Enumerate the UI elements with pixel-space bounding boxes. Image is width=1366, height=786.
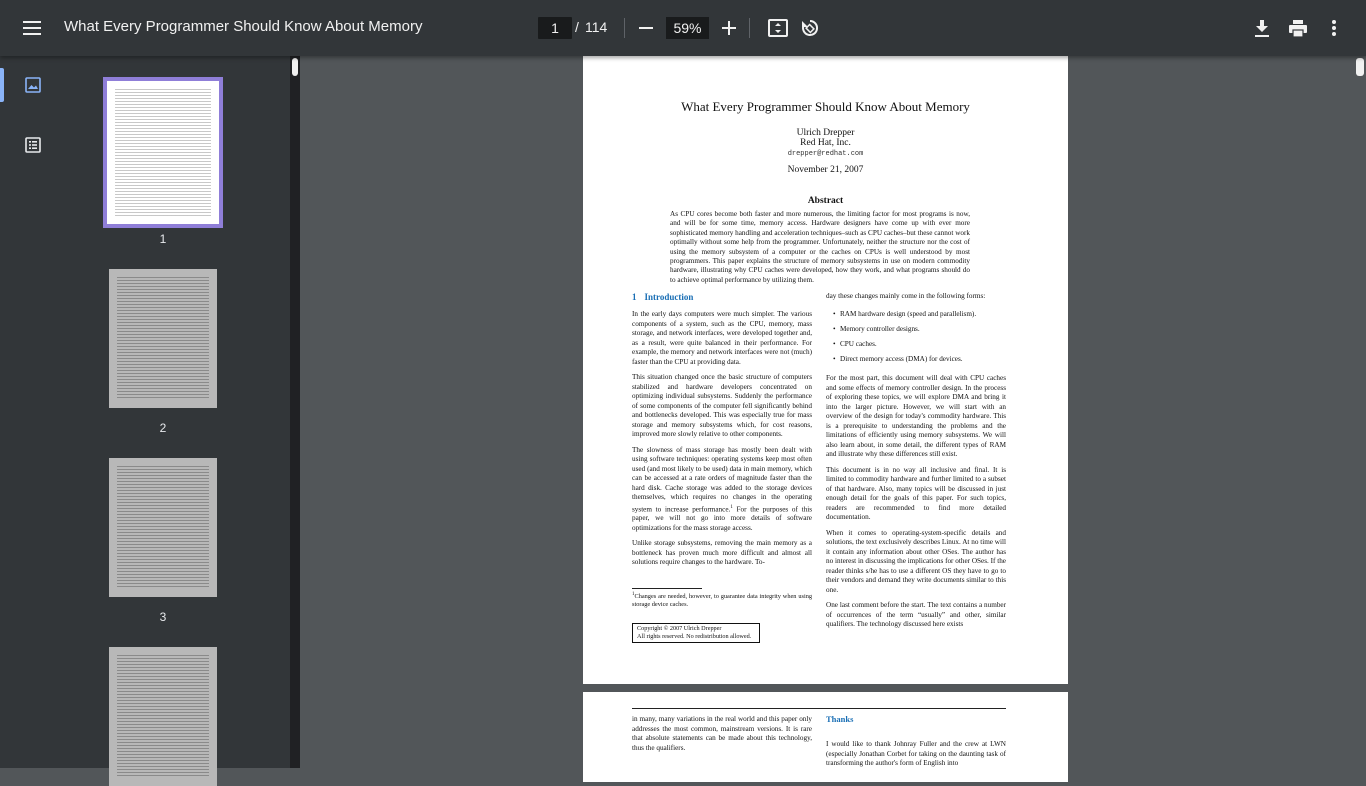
page-number-input[interactable]: 1 xyxy=(538,17,572,39)
paragraph: For the most part, this document will deal with CPU caches and some effects of memory controller design. In the process of exploring these topics, we will explore DMA and bring it into the larger picture. However, we will start with an overview of the design for today's commodity hardware. This is a prerequisite to understanding the problems and the limitations of efficiently using memory subsystems. We will also learn about, in some detail, the different types of RAM and illustrate why these differences still exist. xyxy=(826,374,1006,459)
copyright-line: Copyright © 2007 Ulrich Drepper xyxy=(637,625,722,632)
thumbnail-preview xyxy=(117,655,209,778)
thumbnail-label: 3 xyxy=(159,610,167,624)
fit-to-page-icon xyxy=(768,19,788,37)
paragraph xyxy=(632,446,812,534)
minus-icon xyxy=(639,27,653,29)
author-email: drepper@redhat.com xyxy=(787,150,864,158)
outline-view-button[interactable] xyxy=(18,130,48,160)
fit-to-page-button[interactable] xyxy=(760,10,796,46)
download-button[interactable] xyxy=(1244,10,1280,46)
paragraph: I would like to thank Johnray Fuller and the crew at LWN (especially Jonathan Corbet for taking on the daunting task of transforming the author's form of English into xyxy=(826,740,1006,767)
thumbnail-preview xyxy=(117,466,209,589)
document-page-2 xyxy=(583,692,1068,782)
footnote-marker: 1 xyxy=(730,504,733,510)
section-heading xyxy=(632,292,693,302)
copyright-line: All rights reserved. No redistribution allowed. xyxy=(637,633,752,640)
active-view-indicator xyxy=(0,68,4,102)
copyright-box xyxy=(632,623,760,643)
paragraph: This situation changed once the basic structure of computers stabilized and hardware developers concentrated on optimizing individual subsystems. Suddenly the performance of some components of the computer fell significantly behind and bottlenecks developed. This was especially true for mass storage and memory subsystems which, for cost reasons, improved more slowly relative to other components. xyxy=(632,373,812,438)
list-item: • Memory controller designs. xyxy=(840,325,1006,335)
paragraph: in many, many variations in the real world and this paper only addresses the most common, mainstream versions. It is rare that absolute statements can be made about this technology, thus the qualifiers. xyxy=(632,715,812,752)
paragraph: Unlike storage subsystems, removing the main memory as a bottleneck has proven much more difficult and almost all solutions require changes to the hardware. To- xyxy=(632,539,812,567)
abstract-heading: Abstract xyxy=(807,196,844,206)
page-total: 114 xyxy=(585,19,608,35)
paragraph: When it comes to operating-system-specific details and solutions, the text exclusively describes Linux. At no time will it contain any information about other OSes. The author has no interest in discussing the implications for other OSes. If the reader thinks s/he has to use a different OS they have to go to their vendors and demand they write documents similar to this one. xyxy=(826,528,1006,594)
abstract-text: As CPU cores become both faster and more numerous, the limiting factor for most programs is now, and will be for some time, memory access. Hardware designers have come up with ever more sophisticated memory handling and acceleration techniques–such as CPU caches–but these cannot work optimally without some help from the programmer. Unfortunately, neither the structure nor the cost of using the memory subsystem of a computer or the caches on CPUs is well understood by most programmers. This paper explains the structure of memory subsystems in use on modern commodity hardware, illustrating why CPU caches were developed, how they work, and what programs should do to achieve optimal performance by utilizing them. xyxy=(670,210,970,284)
list-item: • RAM hardware design (speed and parallelism). xyxy=(840,310,1006,320)
page-thumbnail-2[interactable] xyxy=(109,269,217,408)
menu-button[interactable] xyxy=(14,10,50,46)
list-item: • CPU caches. xyxy=(840,340,1006,350)
right-column xyxy=(826,292,1006,636)
print-icon xyxy=(1289,20,1307,37)
author-name: Ulrich Drepper xyxy=(796,128,855,138)
bullet-list xyxy=(840,310,1006,365)
paragraph: day these changes mainly come in the following forms: xyxy=(826,292,986,300)
download-icon xyxy=(1255,20,1269,37)
footnote-divider xyxy=(632,588,702,589)
hamburger-menu-icon xyxy=(23,21,41,35)
toolbar-divider xyxy=(749,18,750,38)
sidebar-rail xyxy=(0,56,66,768)
list-icon xyxy=(25,137,41,153)
footnote-number: 1 xyxy=(632,592,635,597)
paper-date: November 21, 2007 xyxy=(787,165,864,175)
document-scrollbar-thumb[interactable] xyxy=(1356,58,1364,76)
image-icon xyxy=(25,77,41,93)
footnote xyxy=(632,591,812,609)
document-page-1 xyxy=(583,56,1068,684)
paragraph: One last comment before the start. The text contains a number of occurrences of the term “usually” and other, similar qualifiers. The technology discussed here exists xyxy=(826,601,1006,629)
section-title: Introduction xyxy=(644,292,694,302)
thumbnail-view-button[interactable] xyxy=(18,70,48,100)
paragraph: This document is in no way all inclusive and final. It is limited to commodity hardware and further limited to a subset of that hardware. Also, many topics will be discussed in just enough detail for the goals of this paper. For such topics, readers are recommended to find more detailed documentation. xyxy=(826,465,1006,522)
print-button[interactable] xyxy=(1280,10,1316,46)
thumbnail-preview xyxy=(117,277,209,400)
document-title: What Every Programmer Should Know About Memory xyxy=(64,18,423,35)
page-top-rule xyxy=(632,708,1006,709)
sidebar-scrollbar[interactable] xyxy=(290,56,300,768)
more-options-button[interactable] xyxy=(1316,10,1352,46)
paragraph-body: The slowness of mass storage has mostly been dealt with using software techniques: operating systems keep most often used (and most likely to be used) data in main memory, which can be accessed at a rate orders of magnitude faster than the hard disk. Cache storage was added to the storage devices themselves, which requires no changes in the operating system to increase performance. xyxy=(632,445,812,513)
paragraph-tail: For the purposes of this paper, we will not go into more details of software optimizations for the mass storage access. xyxy=(632,504,812,532)
footnote-text: Changes are needed, however, to guarantee data integrity when using storage device caches. xyxy=(632,593,812,609)
sidebar-scrollbar-thumb[interactable] xyxy=(292,58,298,76)
zoom-in-button[interactable] xyxy=(711,10,747,46)
left-column xyxy=(632,310,812,574)
page-separator: / xyxy=(575,19,579,35)
author-affiliation: Red Hat, Inc. xyxy=(800,138,851,148)
page-thumbnail-3[interactable] xyxy=(109,458,217,597)
plus-icon xyxy=(722,21,736,35)
page-thumbnail-4[interactable] xyxy=(109,647,217,786)
thumbnail-label: 1 xyxy=(159,232,167,246)
more-vert-icon xyxy=(1332,20,1336,36)
paragraph: In the early days computers were much simpler. The various components of a system, such as the CPU, memory, mass storage, and network interfaces, were developed together and, as a result, were quite balanced in their performance. For example, the memory and network interfaces were not (much) faster than the CPU at providing data. xyxy=(632,310,812,366)
rotate-button[interactable] xyxy=(792,10,828,46)
thumbnail-sidebar xyxy=(0,56,290,768)
zoom-input[interactable]: 59% xyxy=(666,17,709,39)
toolbar-divider xyxy=(624,18,625,38)
list-item: • Direct memory access (DMA) for devices. xyxy=(840,355,1006,365)
section-number: 1 xyxy=(632,292,637,302)
page-thumbnail-1[interactable] xyxy=(103,77,223,228)
paper-title: What Every Programmer Should Know About Memory xyxy=(681,99,970,114)
pdf-toolbar xyxy=(0,0,1366,56)
thumbnail-preview xyxy=(115,89,211,216)
zoom-out-button[interactable] xyxy=(628,10,664,46)
thumbnail-label: 2 xyxy=(159,421,167,435)
rotate-icon xyxy=(801,19,819,37)
thanks-heading: Thanks xyxy=(826,714,854,724)
